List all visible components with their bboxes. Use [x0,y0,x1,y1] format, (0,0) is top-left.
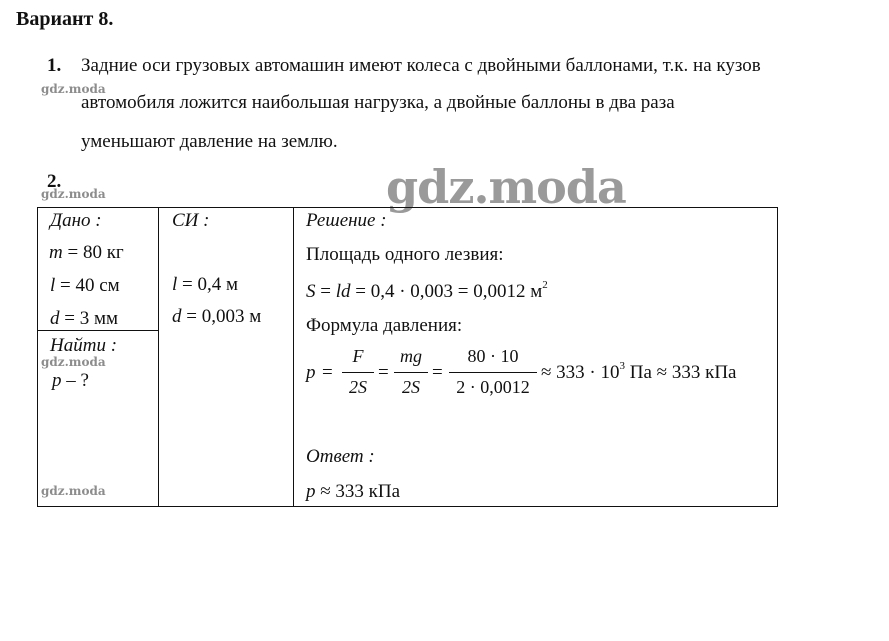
solution-header: Решение : [306,210,387,231]
problem-1-line-3: уменьшают давление на землю. [81,131,338,152]
si-header: СИ : [172,210,210,231]
column-divider [158,208,159,506]
area-formula: S = ld = 0,4 · 0,003 = 0,0012 $м^2$ [306,279,548,302]
area-label: Площадь одного лезвия: [306,244,504,265]
pressure-result: ≈ $333 \cdot 10^3$ Па ≈ 333 кПа [541,360,737,383]
watermark: gdz.moda [41,187,106,201]
watermark: gdz.moda [41,355,106,369]
find-value: p – ? [52,370,89,391]
given-mass: m = 80 кг [49,242,124,263]
page-title: Вариант 8. [16,8,114,30]
watermark: gdz.moda [41,82,106,96]
equals-sign: = [322,362,333,383]
equals-sign: = [378,362,389,383]
watermark: gdz.moda [41,484,106,498]
given-header: Дано : [50,210,102,231]
si-width: d = 0,003 м [172,306,262,327]
watermark-large: gdz.moda [386,160,626,214]
pressure-label: Формула давления: [306,315,463,336]
column-divider [293,208,294,506]
equals-sign: = [432,362,443,383]
answer-value: p ≈ 333 кПа [306,481,401,502]
problem-1-line-2: автомобиля ложится наибольшая нагрузка, а двойные баллоны в два раза [81,92,675,113]
given-width: d = 3 мм [50,308,119,329]
given-find-divider [38,330,158,331]
problem-1-number: 1. [47,55,62,76]
find-header: Найти : [50,335,118,356]
pressure-variable: p [306,362,316,383]
problem-2-number: 2. [47,171,62,192]
answer-header: Ответ : [306,446,375,467]
si-length: l = 0,4 м [172,274,239,295]
problem-1-line-1: Задние оси грузовых автомашин имеют колеса с двойными баллонами, т.к. на кузов [81,55,761,76]
given-length: l = 40 см [50,275,120,296]
